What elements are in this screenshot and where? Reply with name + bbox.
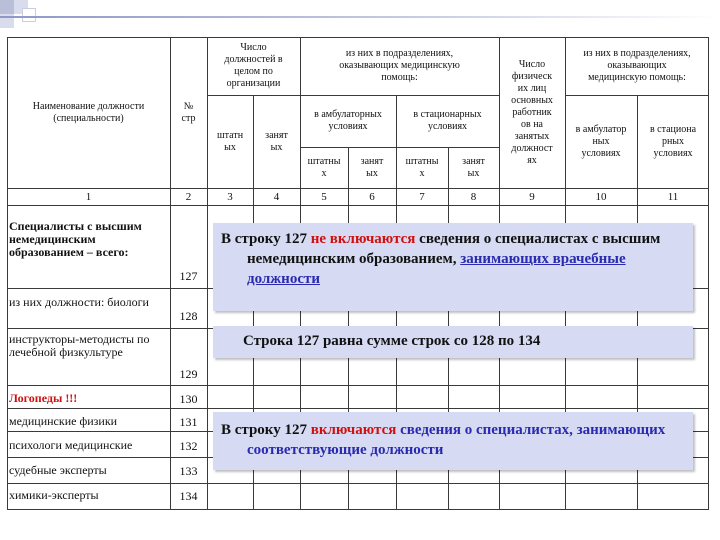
header-persons-outpatient: в амбулатор ных условиях (575, 123, 627, 159)
column-number: 5 (321, 190, 327, 203)
row-number: 128 (179, 309, 198, 323)
row-label-biologists: из них должности: биологи (9, 295, 149, 309)
note-included: В строку 127 включаются сведения о специалистах, занимающих соответствующие должности (213, 412, 693, 470)
header-outpatient-occupied: занят ых (360, 155, 384, 179)
header-inpatient: в стационарных условиях (413, 109, 482, 132)
header-persons-inpatient: в стациона рных условиях (649, 123, 697, 159)
column-number: 4 (273, 190, 280, 203)
header-inpatient-occupied: занят ых (462, 155, 485, 179)
row-number: 132 (179, 439, 198, 453)
column-number: 10 (595, 190, 607, 203)
note-not-included: В строку 127 не включаются сведения о специалистах с высшим немедицинским образованием, занимающих врачебные должности (213, 223, 693, 311)
header-position-name: Наименование должности (специальности) (32, 100, 145, 124)
column-number: 1 (85, 190, 92, 203)
row-number: 133 (179, 464, 198, 478)
header-inpatient-staff: штатны х (405, 155, 439, 179)
header-occupied-positions: занят ых (265, 129, 288, 153)
header-line-number: № стр (181, 100, 196, 124)
note-row-sum: Строка 127 равна сумме строк со 128 по 134 (213, 326, 693, 358)
corner-square-decoration (22, 8, 36, 22)
column-number: 3 (227, 190, 233, 203)
header-physical-persons: Число физическ их лиц основных работник ов на занятых должност ях (511, 58, 553, 166)
row-label-specialists-total: Специалисты с высшим немедицинским образованием – всего: (9, 219, 142, 259)
header-staff-positions: штатн ых (216, 129, 244, 153)
header-subdivisions: из них в подразделениях, оказывающих медицинскую помощь: (339, 48, 460, 83)
row-label-chemist-experts: химики-эксперты (9, 488, 99, 502)
header-rule (0, 16, 720, 18)
row-number: 130 (179, 392, 198, 406)
column-number: 8 (470, 190, 477, 203)
row-number: 134 (179, 489, 198, 503)
column-number: 11 (667, 190, 679, 203)
row-label-medical-physicists: медицинские физики (9, 414, 118, 428)
corner-square-decoration (0, 0, 14, 14)
row-number: 129 (179, 367, 198, 381)
column-number: 6 (369, 190, 375, 203)
column-number: 9 (529, 190, 535, 203)
header-outpatient: в амбулаторных условиях (314, 109, 382, 132)
header-total-positions: Число должностей в целом по организации (224, 42, 283, 89)
header-subdivisions-persons: из них в подразделениях, оказывающих медицинскую помощь: (583, 48, 691, 83)
column-number: 7 (419, 190, 425, 203)
row-label-forensic-experts: судебные эксперты (9, 463, 107, 477)
row-label-exercise-instructors: инструкторы-методисты по лечебной физкультуре (9, 332, 150, 359)
row-number: 127 (179, 269, 198, 283)
row-label-speech-therapists: Логопеды !!! (9, 391, 78, 405)
row-label-medical-psychologists: психологи медицинские (9, 438, 133, 452)
row-number: 131 (179, 415, 198, 429)
header-outpatient-staff: штатны х (307, 155, 341, 179)
column-number: 2 (185, 190, 192, 203)
